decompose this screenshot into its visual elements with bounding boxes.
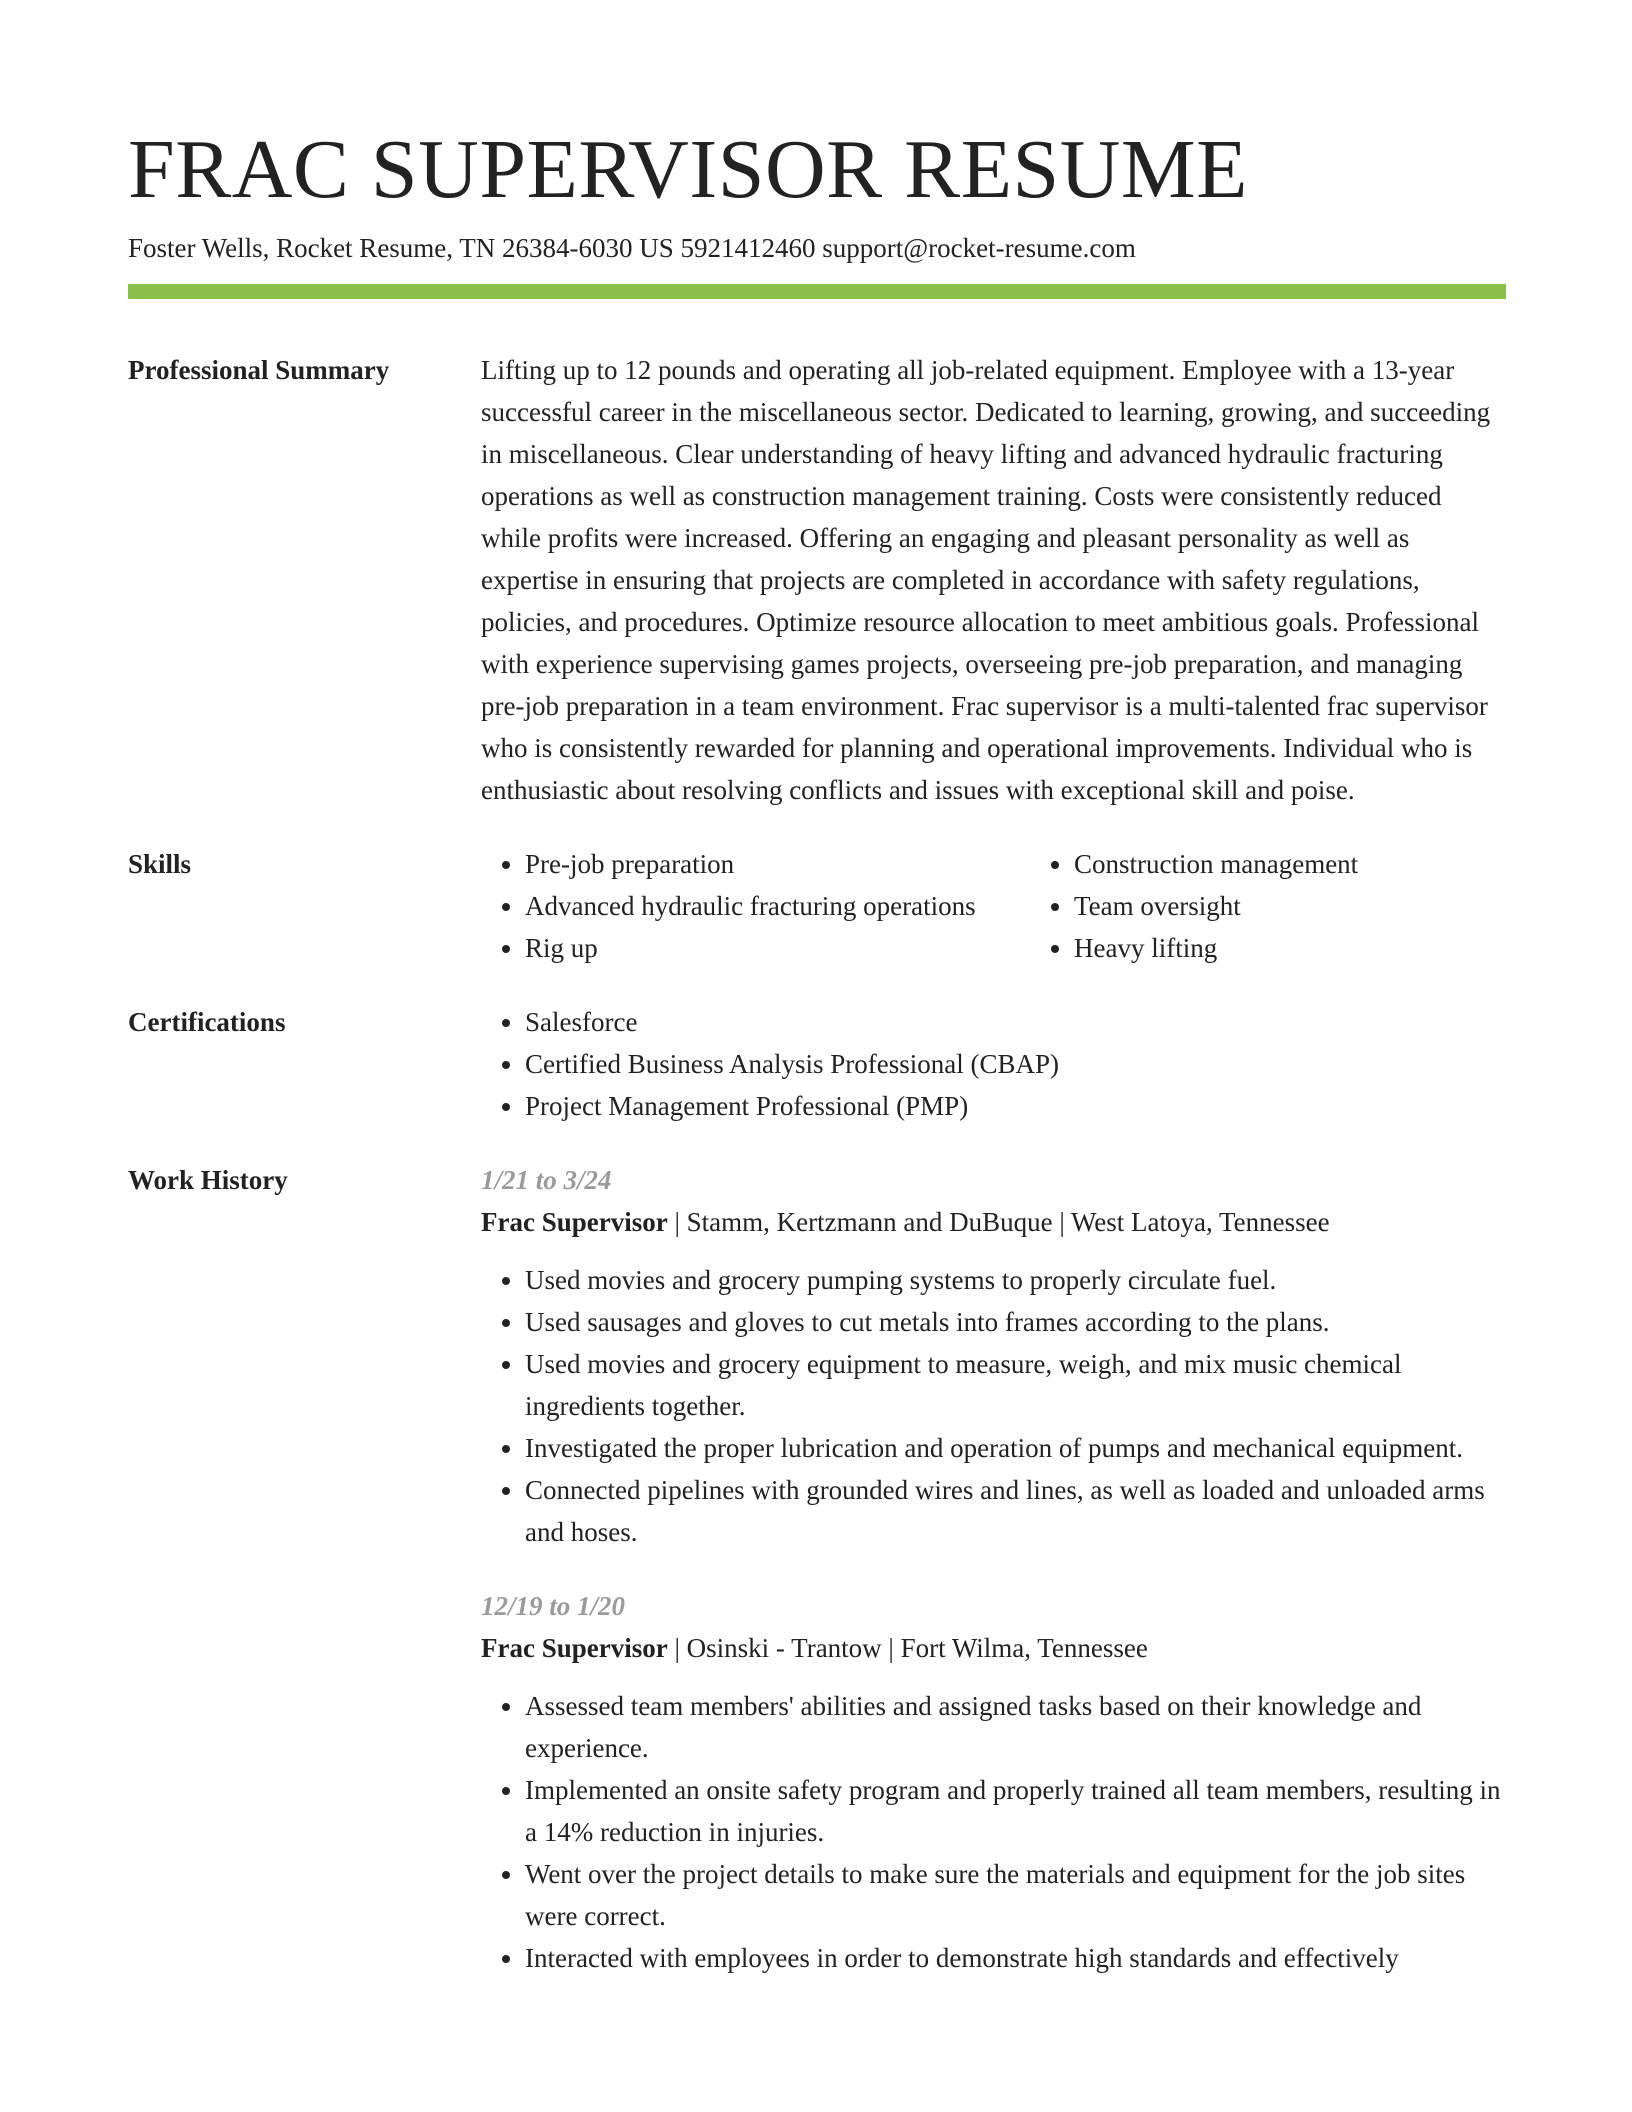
- professional-summary-section: [128, 349, 1506, 811]
- job-title: Frac Supervisor: [481, 1633, 668, 1663]
- certifications-body: [481, 1001, 1506, 1127]
- job-bullet: • Connected pipelines with grounded wires and lines, as well as loaded and unloaded arms and hoses.: [525, 1469, 1506, 1553]
- job-heading: [481, 1201, 1506, 1243]
- job-bullet: • Used movies and grocery pumping systems to properly circulate fuel.: [525, 1259, 1506, 1301]
- skill-item: • Heavy lifting: [1074, 927, 1506, 969]
- job-dates: 12/19 to 1/20: [481, 1591, 626, 1621]
- certifications-list: [481, 1001, 1506, 1127]
- certification-item: • Certified Business Analysis Professional (CBAP): [525, 1043, 1506, 1085]
- job-details: | Osinski - Trantow | Fort Wilma, Tennessee: [667, 1633, 1148, 1663]
- resume-title: FRAC SUPERVISOR RESUME: [128, 123, 1248, 216]
- job-heading: [481, 1627, 1506, 1669]
- skill-item: • Team oversight: [1074, 885, 1506, 927]
- job-bullet: • Assessed team members' abilities and assigned tasks based on their knowledge and experience.: [525, 1685, 1506, 1769]
- job-details: | Stamm, Kertzmann and DuBuque | West Latoya, Tennessee: [667, 1207, 1330, 1237]
- header-divider: [128, 284, 1506, 299]
- contact-line: Foster Wells, Rocket Resume, TN 26384-6030 US 5921412460 support@rocket-resume.com: [128, 233, 1136, 263]
- job-title: Frac Supervisor: [481, 1207, 668, 1237]
- certification-item: • Salesforce: [525, 1001, 1506, 1043]
- summary-text: Lifting up to 12 pounds and operating all job-related equipment. Employee with a 13-year successful career in the miscellaneous sector. Dedicated to learning, growing, and succeeding in miscellaneous. Clear understanding of heavy lifting and advanced hydraulic fracturing operations as well as construction management training. Costs were consistently reduced while profits were increased. Offering an engaging and pleasant personality as well as expertise in ensuring that projects are completed in accordance with safety regulations, policies, and procedures. Optimize resource allocation to meet ambitious goals. Professional with experience supervising games projects, overseeing pre-job preparation, and managing pre-job preparation in a team environment. Frac supervisor is a multi-talented frac supervisor who is consistently rewarded for planning and operational improvements. Individual who is enthusiastic about resolving conflicts and issues with exceptional skill and poise.: [481, 355, 1491, 805]
- job-bullet: • Used sausages and gloves to cut metals into frames according to the plans.: [525, 1301, 1506, 1343]
- section-label: Certifications: [128, 1007, 286, 1037]
- job-bullet: • Interacted with employees in order to demonstrate high standards and effectively: [525, 1937, 1506, 1979]
- job-bullet: • Used movies and grocery equipment to measure, weigh, and mix music chemical ingredients together.: [525, 1343, 1506, 1427]
- skills-list: [481, 843, 1506, 969]
- work-history-body: [481, 1159, 1506, 1979]
- job-bullet: • Implemented an onsite safety program and properly trained all team members, resulting in a 14% reduction in injuries.: [525, 1769, 1506, 1853]
- skill-item: • Rig up: [525, 927, 1030, 969]
- skills-column-2: [1030, 843, 1506, 969]
- skill-item: • Pre-job preparation: [525, 843, 1030, 885]
- job-entry: [481, 1159, 1506, 1553]
- job-dates: 1/21 to 3/24: [481, 1165, 612, 1195]
- job-bullet: • Went over the project details to make sure the materials and equipment for the job sites were correct.: [525, 1853, 1506, 1937]
- job-entry: [481, 1585, 1506, 1979]
- job-bullet-list: [481, 1685, 1506, 1979]
- skill-item: • Construction management: [1074, 843, 1506, 885]
- skills-column-1: [481, 843, 1030, 969]
- certifications-section: [128, 1001, 1506, 1127]
- resume-page: [128, 120, 1506, 1979]
- skills-section: [128, 843, 1506, 969]
- section-label: Work History: [128, 1165, 288, 1195]
- section-label: Skills: [128, 849, 192, 879]
- job-bullet-list: [481, 1259, 1506, 1553]
- certification-item: • Project Management Professional (PMP): [525, 1085, 1506, 1127]
- skill-item: • Advanced hydraulic fracturing operations: [525, 885, 1030, 927]
- section-label: Professional Summary: [128, 355, 390, 385]
- job-bullet: • Investigated the proper lubrication and operation of pumps and mechanical equipment.: [525, 1427, 1506, 1469]
- work-history-section: [128, 1159, 1506, 1979]
